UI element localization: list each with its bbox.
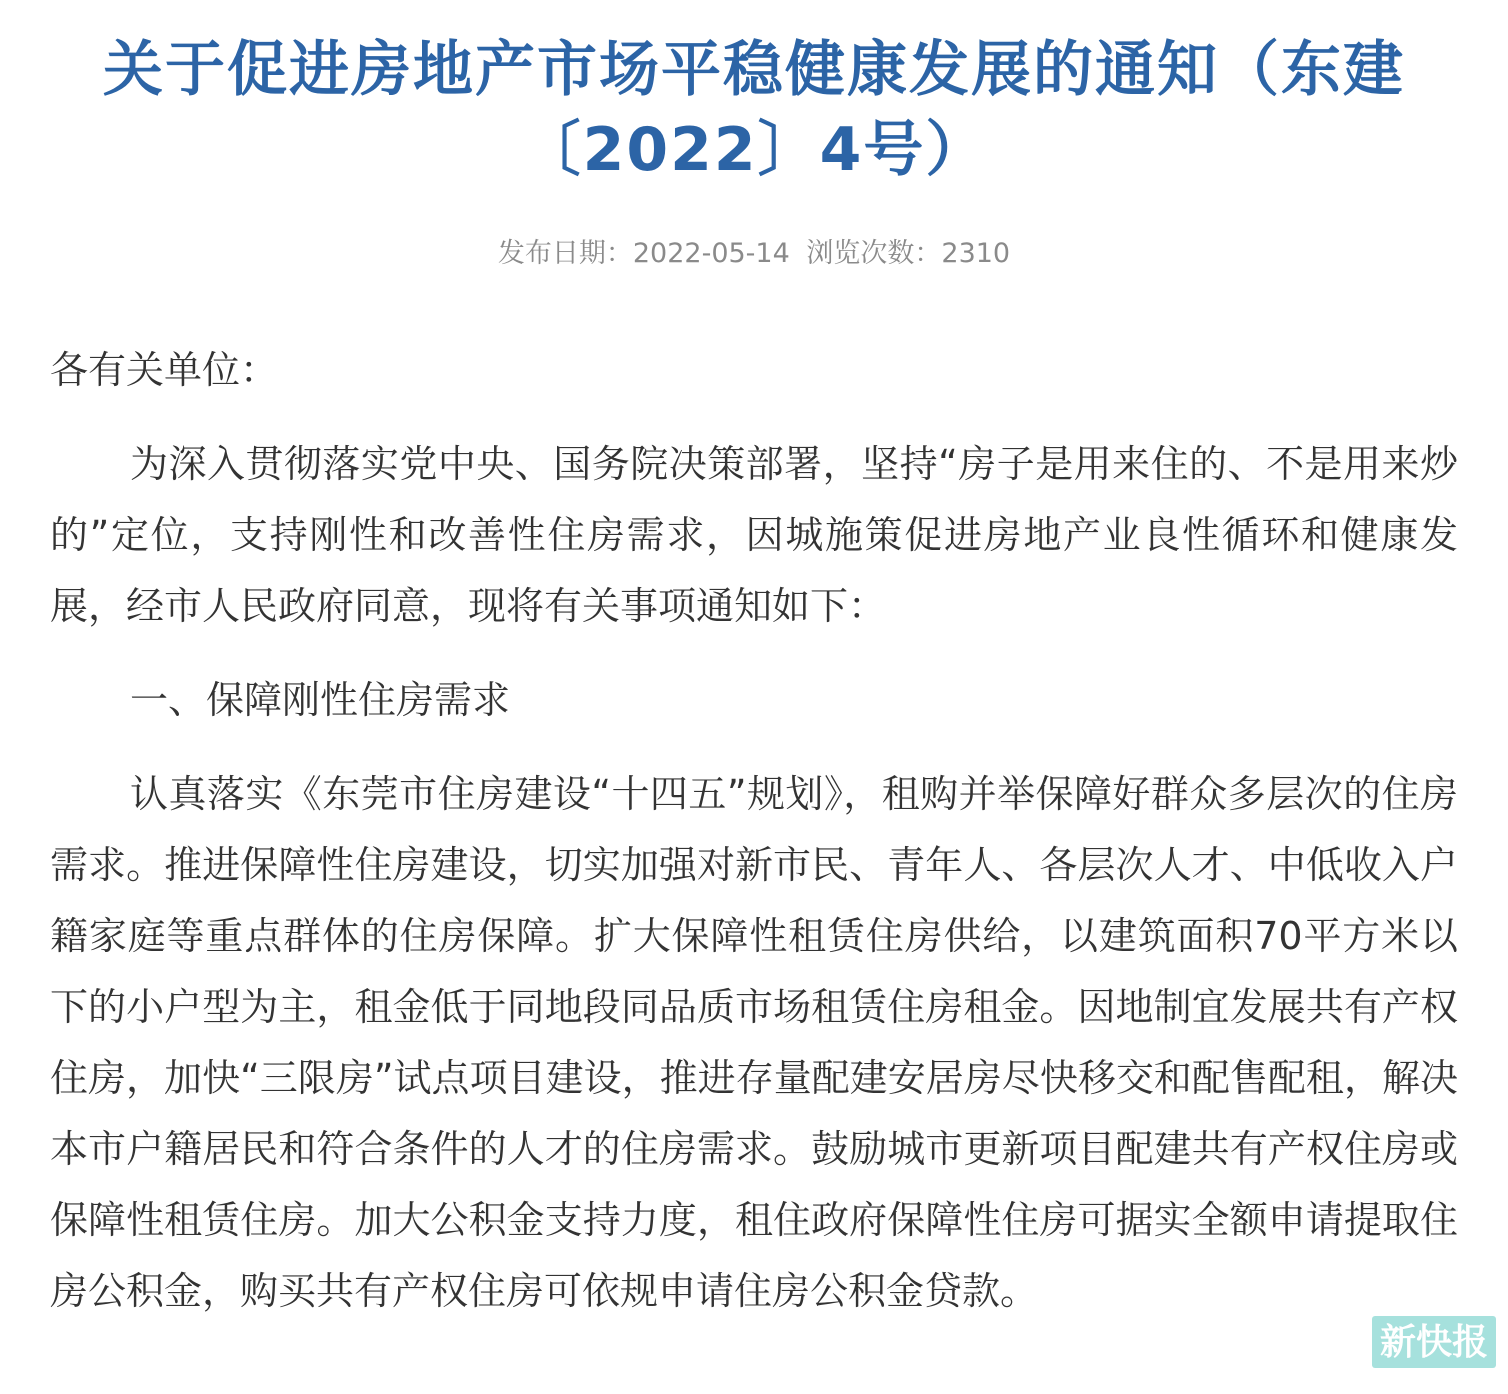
- view-count-label: 浏览次数：: [806, 238, 942, 269]
- article-body: [50, 335, 1458, 1327]
- view-count-value: 2310: [941, 238, 1011, 269]
- publish-date: [498, 238, 790, 269]
- article-title: 关于促进房地产市场平稳健康发展的通知（东建〔2022〕4号）: [103, 35, 1405, 185]
- publish-date-value: 2022-05-14: [632, 238, 790, 269]
- salutation: 各有关单位：: [50, 348, 279, 392]
- watermark-logo: 新快报: [1372, 1316, 1496, 1368]
- section-heading: 一、保障刚性住房需求: [130, 678, 511, 722]
- section-paragraph: 认真落实《东莞市住房建设“十四五”规划》，租购并举保障好群众多层次的住房需求。推进保障性住房建设，切实加强对新市民、青年人、各层次人才、中低收入户籍家庭等重点群体的住房保障。扩大保障性租赁住房供给，以建筑面积70平方米以下的小户型为主，租金低于同地段同品质市场租赁住房租金。因地制宜发展共有产权住房，加快“三限房”试点项目建设，推进存量配建安居房尽快移交和配售配租，解决本市户籍居民和符合条件的人才的住房需求。鼓励城市更新项目配建共有产权住房或保障性租赁住房。加大公积金支持力度，租住政府保障性住房可据实全额申请提取住房公积金，购买共有产权住房可依规申请住房公积金贷款。: [50, 772, 1458, 1313]
- publish-date-label: 发布日期：: [497, 238, 633, 269]
- view-count: [806, 238, 1010, 269]
- article-meta: [0, 236, 1508, 272]
- intro-paragraph: 为深入贯彻落实党中央、国务院决策部署，坚持“房子是用来住的、不是用来炒的”定位，支持刚性和改善性住房需求，因城施策促进房地产业良性循环和健康发展，经市人民政府同意，现将有关事项通知如下：: [50, 442, 1458, 628]
